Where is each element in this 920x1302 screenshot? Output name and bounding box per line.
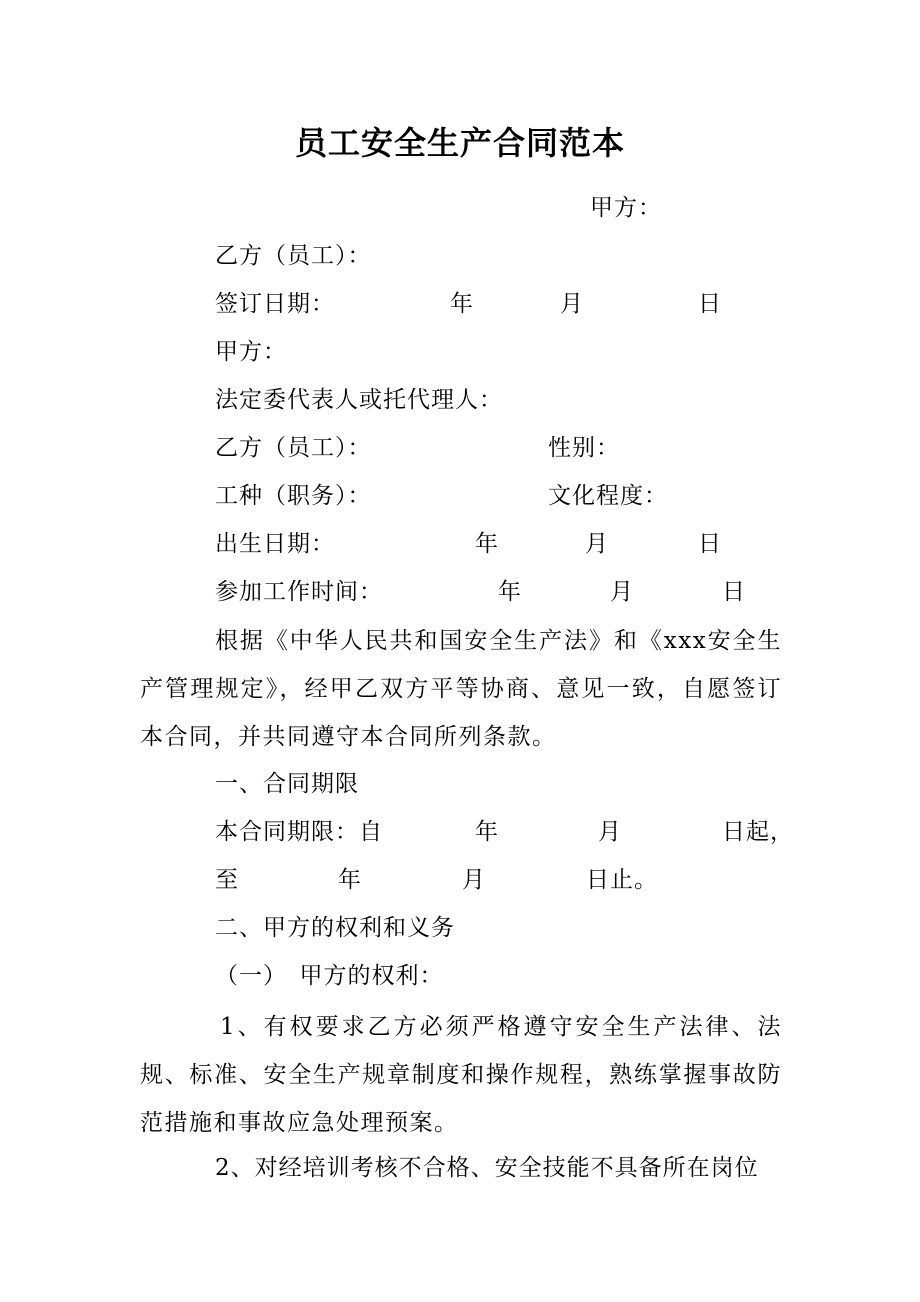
item1-paragraph	[140, 1003, 782, 1147]
sign-date-day: 日	[698, 291, 722, 317]
form-party-b: 乙方（员工）：	[215, 435, 372, 461]
birth-date-month: 月	[585, 531, 609, 557]
header-party-a: 甲方：	[590, 195, 662, 221]
term-year: 年	[475, 819, 499, 845]
form-gender: 性别：	[548, 435, 620, 461]
form-work-start: 参加工作时间：	[215, 579, 383, 605]
term-to-year: 年	[338, 867, 362, 893]
sign-date-year: 年	[450, 291, 474, 317]
work-start-year: 年	[498, 579, 522, 605]
header-party-b: 乙方（员工）：	[215, 243, 372, 269]
section2-heading: 二、甲方的权利和义务	[215, 915, 455, 941]
intro-paragraph	[140, 617, 782, 761]
item2-text: 2、对经培训考核不合格、安全技能不具备所在岗位	[215, 1155, 759, 1181]
item1-text: 1、有权要求乙方必须严格遵守安全生产法律、法规、标准、安全生产规章制度和操作规程，熟练掌握事故防范措施和事故应急处理预案。	[140, 1014, 782, 1136]
section1-heading: 一、合同期限	[215, 771, 359, 797]
form-party-a: 甲方：	[215, 339, 287, 365]
term-prefix: 本合同期限：自	[215, 819, 383, 845]
form-job-type: 工种（职务）：	[215, 483, 372, 509]
form-birth-date: 出生日期：	[215, 531, 335, 557]
work-start-month: 月	[610, 579, 634, 605]
birth-date-day: 日	[698, 531, 722, 557]
term-month: 月	[598, 819, 622, 845]
section2-sub1: （一） 甲方的权利：	[215, 963, 444, 989]
sign-date-label: 签订日期：	[215, 291, 335, 317]
term-to: 至	[215, 867, 239, 893]
work-start-day: 日	[722, 579, 746, 605]
birth-date-year: 年	[475, 531, 499, 557]
term-day-from: 日起，	[722, 819, 794, 845]
document-title: 员工安全生产合同范本	[294, 124, 625, 162]
form-education: 文化程度：	[548, 483, 668, 509]
term-day-to: 日止。	[586, 867, 658, 893]
intro-text: 根据《中华人民共和国安全生产法》和《xxx安全生产管理规定》，经甲乙双方平等协商、意见一致，自愿签订本合同，并共同遵守本合同所列条款。	[140, 628, 782, 750]
term-to-month: 月	[462, 867, 486, 893]
form-representative: 法定委代表人或托代理人：	[215, 387, 503, 413]
sign-date-month: 月	[560, 291, 584, 317]
